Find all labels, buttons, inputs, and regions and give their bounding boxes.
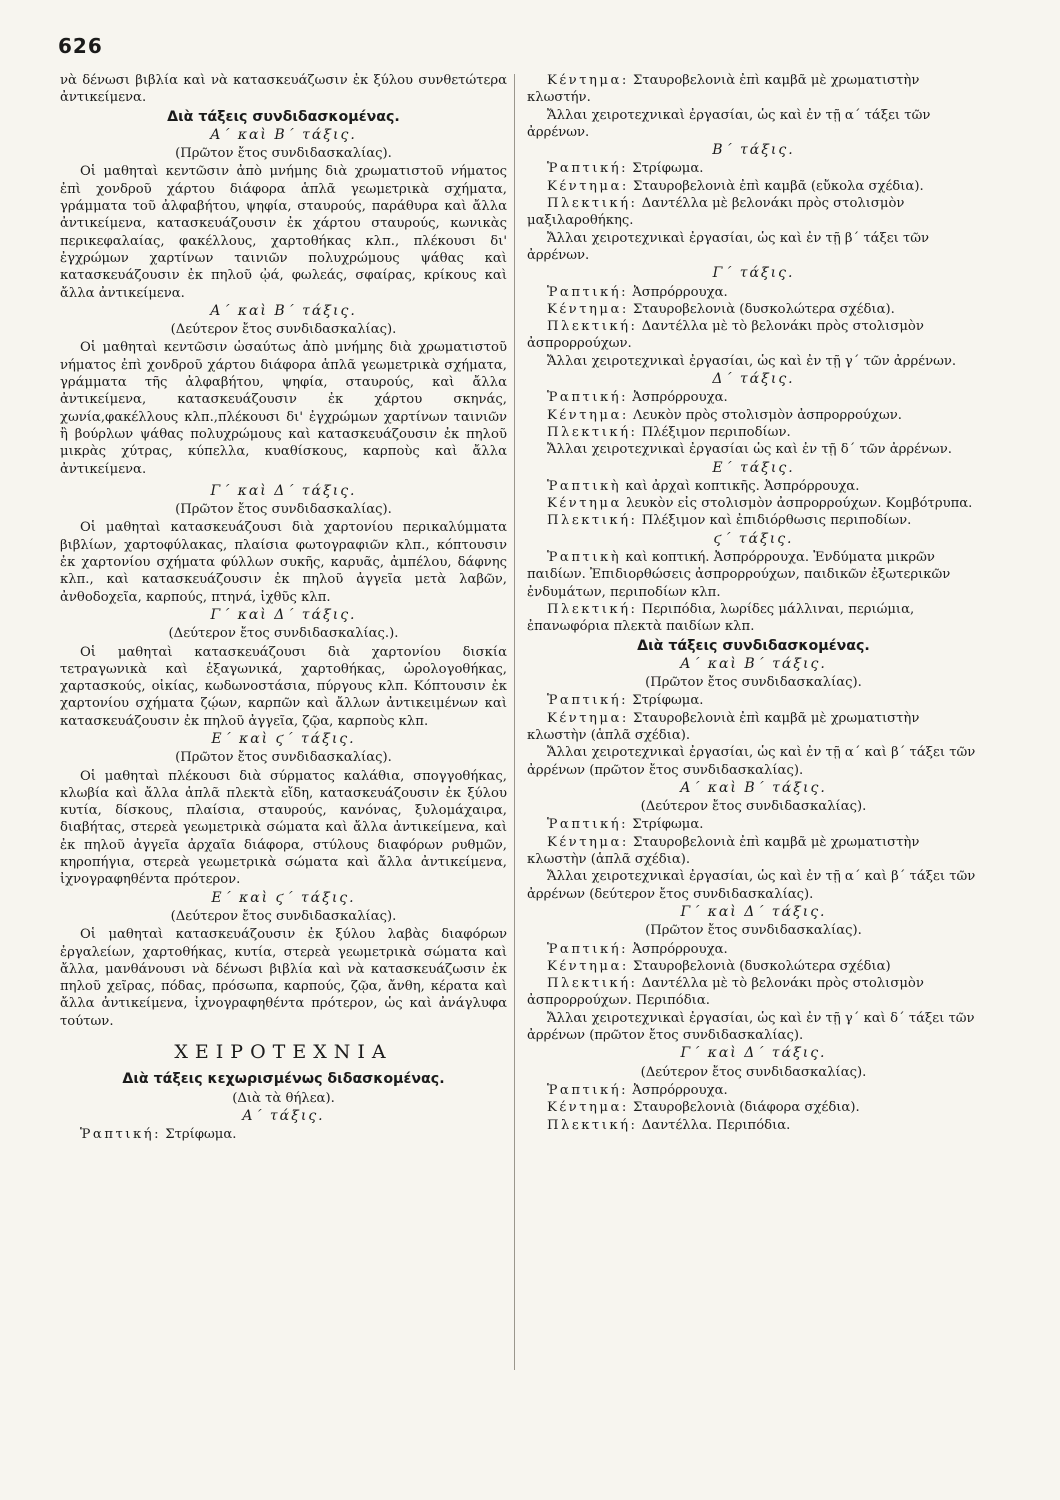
class-heading: ϛ΄ τάξις. (713, 530, 794, 547)
class-heading: Α΄ καὶ Β΄ τάξις. (210, 302, 357, 319)
year-subheading: (Δεύτερον ἔτος συνδιδασκαλίας). (640, 799, 867, 815)
class-heading: Γ΄ καὶ Δ΄ τάξις. (210, 482, 357, 499)
subject-line (527, 834, 980, 869)
subject-label: Ῥαπτικὴ (547, 478, 622, 494)
subject-text: Στρίφωμα. (165, 1127, 237, 1143)
subject-line (527, 692, 980, 709)
subject-line (527, 389, 980, 406)
paragraph: Οἱ μαθηταὶ κατασκευάζουσι διὰ χαρτονίου δισκία τετραγωνικὰ καὶ ἑξαγωνικά, χαρτοθήκας, ὡρολογοθήκας, χαρτασκούς, οἰκίας, κωδωνοστάσια, πύργους κλπ. Κόπτουσιν ἐκ χαρτονίου σχήματα ζῴων, καρπῶν καὶ ἄλλων ἀντικειμένων καὶ κατασκευάζουσιν ἐκ πηλοῦ ἀγγεῖα, ζῷα, καρποὺς κλπ. (60, 644, 507, 729)
subject-text: Στρίφωμα. (632, 161, 704, 177)
section-heading-co-taught: Διὰ τάξεις συνδιδασκομένας. (167, 108, 400, 125)
subject-text: Δαντέλλα. Περιπόδια. (641, 1117, 791, 1133)
subject-line (527, 478, 980, 495)
class-heading: Γ΄ τάξις. (712, 265, 795, 282)
class-heading: Α΄ καὶ Β΄ τάξις. (210, 126, 357, 143)
subject-line (527, 549, 980, 601)
subject-label: Ῥαπτικὴ (547, 550, 622, 566)
section-heading-co-taught: Διὰ τάξεις συνδιδασκομένας. (637, 637, 870, 654)
subject-line (527, 495, 980, 512)
subject-text: Ἀσπρόρρουχα. (632, 941, 728, 957)
subject-label: Πλεκτική: (547, 424, 638, 440)
subject-label: Ῥαπτική: (547, 1082, 629, 1098)
subject-label: Κέντημα: (547, 178, 629, 194)
class-heading: Ε΄ καὶ ϛ΄ τάξις. (211, 889, 356, 906)
subject-label: Ῥαπτική: (547, 817, 629, 833)
page-number: 626 (58, 34, 103, 58)
subject-line (527, 160, 980, 177)
subject-text: Περιπόδια, λωρίδες μάλλιναι, περιώμια, ἐπανωφόρια πλεκτὰ παιδίων κλπ. (527, 601, 915, 635)
class-heading: Ε΄ καὶ ϛ΄ τάξις. (211, 730, 356, 747)
class-heading: Δ΄ τάξις. (712, 371, 795, 388)
subject-label: Κέντημα: (547, 301, 629, 317)
right-column (527, 72, 980, 1134)
subject-line (527, 1099, 980, 1116)
opening-paragraph: νὰ δένωσι βιβλία καὶ νὰ κατασκευάζωσιν ἐκ ξύλου συνθετώτερα ἀντικείμενα. (60, 73, 507, 106)
subject-text: Σταυροβελονιὰ ἐπὶ καμβᾶ μὲ χρωματιστὴν κλωστὴν (ἁπλᾶ σχέδια). (527, 710, 920, 743)
subject-line (527, 710, 980, 745)
subject-line (527, 301, 980, 318)
paragraph: Οἱ μαθηταὶ κεντῶσιν ὡσαύτως ἀπὸ μνήμης διὰ χρωματιστοῦ νήματος ἐπὶ χονδροῦ χάρτου διάφορα ἁπλᾶ γεωμετρικὰ σχήματα, γράμματα τῆς ἀλφαβήτου, ψηφία, σταυρούς, καὶ ἄλλα ἀντικείμενα, κατασκευάζουσιν ἐκ χάρτου σκηνάς, χωνία,φακέλλους κλπ.,πλέκουσι δι' ἐγχρώμων χαρτίνων ταινιῶν ἢ βούρλων ψάθας πολυχρώμους καὶ κατασκευάζουσιν ἐκ πηλοῦ μικρὰς χύτρας, κύπελλα, κυαθίσκους, καρποὺς καὶ ἄλλα ἀντικείμενα. (60, 340, 507, 477)
subject-line: Ἄλλαι χειροτεχνικαὶ ἐργασίαι, ὡς καὶ ἐν τῇ α΄ καὶ β΄ τάξει τῶν ἀρρένων (πρῶτον ἔτος συνδιδασκαλίας). (527, 745, 976, 778)
subject-text: Δαντέλλα μὲ τὸ βελονάκι πρὸς στολισμὸν ἀσπρορρούχων. (527, 319, 924, 352)
subject-text: Σταυροβελονιὰ ἐπὶ καμβᾶ μὲ χρωματιστὴν κλωστήν. (527, 73, 920, 106)
subject-label: Κέντημα: (547, 73, 629, 88)
year-subheading: (Πρῶτον ἔτος συνδιδασκαλίας). (645, 923, 862, 939)
subject-label: Πλεκτική: (547, 601, 638, 617)
subject-line (527, 195, 980, 230)
subject-text: Σταυροβελονιὰ (δυσκολώτερα σχέδια). (633, 301, 895, 317)
paragraph: Οἱ μαθηταὶ κατασκευάζουσιν ἐκ ξύλου λαβὰς διαφόρων ἐργαλείων, χαρτοθήκας, κυτία, στερεὰ γεωμετρικὰ σώματα καὶ ἄλλα, μανθάνουσι νὰ δένωσι βιβλία καὶ νὰ κατασκευάζωσιν ἐκ πηλοῦ χεῖρας, πόδας, πρόσωπα, καρπούς, ζῷα, ἄνθη, κέρατα καὶ ἄλλα ἀντικείμενα, ἰχνογραφηθέντα πρότερον, ὡς καὶ ἀνάγλυφα τούτων. (60, 927, 507, 1029)
subject-line (527, 512, 980, 529)
paragraph: Οἱ μαθηταὶ κεντῶσιν ἀπὸ μνήμης διὰ χρωματιστοῦ νήματος ἐπὶ χονδροῦ χάρτου διάφορα ἁπλᾶ γεωμετρικὰ σχήματα, γράμματα τοῦ ἀλφαβήτου, ψηφία, σταυρούς, παράθυρα καὶ ἄλλα ἀντικείμενα, κατασκευάζουσιν ἐκ χάρτου σταυρούς, κωνικὰς περικεφαλαίας, φακέλλους, χαρτοθήκας κλπ., πλέκουσι δι' ἐγχρώμων χαρτίνων ταινιῶν πολυχρώμους ψάθας καὶ κατασκευάζουσιν ἐκ πηλοῦ ᾠά, φωλεάς, σφαίρας, κρίκους καὶ ἄλλα ἀντικείμενα. (60, 164, 507, 301)
subject-text: Σταυροβελονιὰ ἐπὶ καμβᾶ μὲ χρωματιστὴν κλωστὴν (ἁπλᾶ σχέδια). (527, 834, 920, 868)
subject-line: Ἄλλαι χειροτεχνικαὶ ἐργασίαι, ὡς καὶ ἐν τῇ α΄ τάξει τῶν ἀρρένων. (527, 107, 931, 140)
subject-line (527, 72, 980, 107)
subject-label: Ῥαπτική: (547, 693, 629, 709)
subject-text: Ἀσπρόρρουχα. (632, 1082, 728, 1098)
section-title: ΧΕΙΡΟΤΕΧΝΙΑ (174, 1041, 393, 1064)
subject-line (527, 424, 980, 441)
subject-text: Σταυροβελονιὰ (διάφορα σχέδια). (633, 1100, 860, 1116)
class-heading: Α΄ καὶ Β΄ τάξις. (680, 779, 827, 796)
subject-text: Ἀσπρόρρουχα. (632, 390, 728, 406)
class-heading: Γ΄ καὶ Δ΄ τάξις. (680, 903, 827, 920)
subject-label: Κέντημα (547, 496, 622, 512)
subject-line: Ἄλλαι χειροτεχνικαὶ ἐργασίαι, ὡς καὶ ἐν τῇ α΄ καὶ β΄ τάξει τῶν ἀρρένων (δεύτερον ἔτος συνδιδασκαλίας). (527, 869, 976, 902)
year-subheading: (Πρῶτον ἔτος συνδιδασκαλίας). (175, 750, 392, 766)
subject-label: Πλεκτική: (547, 513, 638, 529)
subject-line (527, 941, 980, 958)
subject-label: Κέντημα: (547, 958, 629, 974)
year-subheading: (Δεύτερον ἔτος συνδιδασκαλίας.). (168, 626, 399, 642)
year-subheading: (Πρῶτον ἔτος συνδιδασκαλίας). (175, 502, 392, 518)
subject-label: Πλεκτική: (547, 976, 638, 992)
class-heading: Γ΄ καὶ Δ΄ τάξις. (680, 1045, 827, 1062)
section-heading-separate: Διὰ τάξεις κεχωρισμένως διδασκομένας. (122, 1071, 445, 1088)
class-heading: Γ΄ καὶ Δ΄ τάξις. (210, 606, 357, 623)
subject-text: Ἀσπρόρρουχα. (632, 284, 728, 300)
subject-line: Ἄλλαι χειροτεχνικαὶ ἐργασίαι, ὡς καὶ ἐν τῇ γ΄ καὶ δ΄ τάξει τῶν ἀρρένων (πρῶτον ἔτος συνδιδασκαλίας). (527, 1010, 975, 1044)
year-subheading: (Πρῶτον ἔτος συνδιδασκαλίας). (175, 146, 392, 162)
subject-label: Ῥαπτική: (547, 284, 629, 300)
class-heading: Β΄ τάξις. (712, 142, 795, 159)
subject-label: Κέντημα: (547, 407, 629, 423)
left-column (60, 72, 507, 1144)
year-subheading: (Δεύτερον ἔτος συνδιδασκαλίας). (640, 1064, 867, 1080)
subject-label: Πλεκτική: (547, 319, 638, 335)
subject-text: Λευκὸν πρὸς στολισμὸν ἀσπρορρούχων. (633, 407, 902, 423)
subject-label: Κέντημα: (547, 1100, 629, 1116)
girls-subheading: (Διὰ τὰ θήλεα). (232, 1090, 335, 1106)
subject-line (527, 318, 980, 353)
subject-line (527, 816, 980, 833)
subject-text: καὶ ἀρχαὶ κοπτικῆς. Ἀσπρόρρουχα. (625, 478, 860, 494)
year-subheading: (Δεύτερον ἔτος συνδιδασκαλίας). (170, 322, 397, 338)
class-heading: Α΄ τάξις. (242, 1107, 325, 1124)
paragraph: Οἱ μαθηταὶ κατασκευάζουσι διὰ χαρτονίου περικαλύμματα βιβλίων, χαρτοφύλακας, πλαίσια φωτογραφιῶν κλπ., κόπτουσιν ἐκ χαρτονίου σχήματα φύλλων συκῆς, καρυᾶς, ἀμπέλου, δάφνης κλπ., καὶ κατασκευάζουσιν ἐκ πηλοῦ ἀγγεῖα μετὰ λαβῶν, ἀνθοδοχεῖα, καρπούς, πτηνά, ἰχθῦς κλπ. (60, 520, 507, 605)
column-divider (514, 74, 515, 1370)
subject-label: Κέντημα: (547, 834, 629, 850)
subject-text: Δαντέλλα μὲ βελονάκι πρὸς στολισμὸν μαξιλαροθήκης. (527, 196, 905, 229)
subject-text: λευκὸν εἰς στολισμὸν ἀσπρορρούχων. Κομβότρυπα. (626, 496, 973, 512)
subject-text: καὶ κοπτική. Ἀσπρόρρουχα. Ἐνδύματα μικρῶν παιδίων. Ἐπιδιορθώσεις ἀσπρορρούχων, παιδικῶν ἐξωτερικῶν ἐνδυμάτων, περιποδίων κλπ. (527, 550, 951, 600)
subject-text: Πλέξιμον καὶ ἐπιδιόρθωσις περιποδίων. (641, 513, 912, 529)
subject-line: Ἄλλαι χειροτεχνικαὶ ἐργασίαι, ὡς καὶ ἐν τῇ γ΄ τῶν ἀρρένων. (547, 353, 957, 369)
subject-line: Ἄλλαι χειροτεχνικαὶ ἐργασίαι, ὡς καὶ ἐν τῇ β΄ τάξει τῶν ἀρρένων. (527, 230, 930, 263)
subject-text: Στρίφωμα. (632, 693, 704, 709)
subject-line (527, 1117, 980, 1134)
subject-line (527, 601, 980, 636)
year-subheading: (Δεύτερον ἔτος συνδιδασκαλίας). (170, 908, 397, 924)
subject-label: Ῥαπτική: (547, 390, 629, 406)
year-subheading: (Πρῶτον ἔτος συνδιδασκαλίας). (645, 675, 862, 691)
subject-label: Πλεκτική: (547, 196, 638, 212)
subject-label: Πλεκτική: (547, 1117, 638, 1133)
subject-text: Σταυροβελονιὰ (δυσκολώτερα σχέδια) (633, 958, 891, 974)
subject-text: Στρίφωμα. (632, 817, 704, 833)
subject-label: Ῥαπτική: (547, 161, 629, 177)
subject-line (527, 284, 980, 301)
subject-text: Σταυροβελονιὰ ἐπὶ καμβᾶ (εὔκολα σχέδια). (633, 178, 924, 194)
subject-line (60, 1126, 507, 1143)
subject-text: Δαντέλλα μὲ τὸ βελονάκι πρὸς στολισμὸν ἀσπρορρούχων. Περιπόδια. (527, 976, 924, 1009)
subject-line (527, 1082, 980, 1099)
class-heading: Ε΄ τάξις. (712, 459, 795, 476)
class-heading: Α΄ καὶ Β΄ τάξις. (680, 655, 827, 672)
subject-label: Ῥαπτική: (80, 1127, 162, 1143)
subject-line (527, 958, 980, 975)
subject-line (527, 407, 980, 424)
subject-label: Κέντημα: (547, 710, 629, 726)
subject-text: Πλέξιμον περιποδίων. (641, 424, 791, 440)
subject-line: Ἄλλαι χειροτεχνικαὶ ἐργασίαι ὡς καὶ ἐν τῇ δ΄ τῶν ἀρρένων. (547, 442, 952, 458)
subject-label: Ῥαπτική: (547, 941, 629, 957)
subject-line (527, 178, 980, 195)
subject-line (527, 975, 980, 1010)
paragraph: Οἱ μαθηταὶ πλέκουσι διὰ σύρματος καλάθια, σπογγοθήκας, κλωβία καὶ ἄλλα ἁπλᾶ πλεκτὰ εἴδη, κατασκευάζουσιν ἐκ ξύλου κυτία, δίσκους, πλαίσια, σταυρούς, κανόνας, ξυλομάχαιρα, διαβήτας, στερεὰ γεωμετρικὰ σώματα καὶ ἄλλα ἀντικείμενα, καὶ ἐκ πηλοῦ ἀγγεῖα ἀρχαῖα διάφορα, στύλους διαφόρων ρυθμῶν, κηροπήγια, στερεὰ γεωμετρικὰ σώματα καὶ ἄλλα ἀντικείμενα, ἰχνογραφηθέντα πρότερον. (60, 768, 507, 888)
